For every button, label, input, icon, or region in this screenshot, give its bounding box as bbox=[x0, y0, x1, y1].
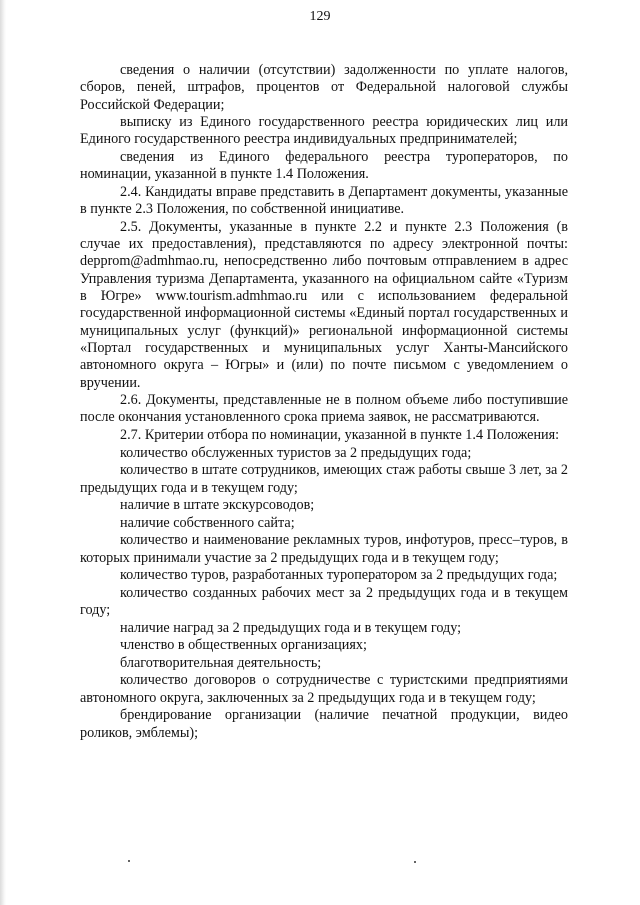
criteria-item: брендирование организации (наличие печатной продукции, видео роликов, эмблемы); bbox=[80, 707, 568, 741]
criteria-item: членство в общественных организациях; bbox=[120, 637, 367, 654]
criteria-item: благотворительная деятельность; bbox=[120, 654, 322, 671]
criteria-item: количество созданных рабочих мест за 2 предыдущих года и в текущем году; bbox=[80, 584, 568, 619]
scan-edge bbox=[0, 0, 6, 905]
paragraph: 2.7. Критерии отбора по номинации, указанной в пункте 1.4 Положения: bbox=[120, 427, 560, 444]
criteria-item: количество туров, разработанных туроператором за 2 предыдущих года; bbox=[120, 567, 558, 584]
document-body bbox=[80, 62, 568, 742]
criteria-item: количество в штате сотрудников, имеющих стаж работы свыше 3 лет, за 2 предыдущих года и в текущем году; bbox=[80, 462, 568, 496]
paragraph: 2.6. Документы, представленные не в полном объеме либо поступившие после окончания установленного срока приема заявок, не рассматриваются. bbox=[80, 392, 568, 426]
paragraph: сведения из Единого федерального реестра туроператоров, по номинации, указанной в пункте 1.4 Положения. bbox=[80, 149, 568, 183]
criteria-item: количество договоров о сотрудничестве с туристскими предприятиями автономного округа, заключенных за 2 предыдущих года и в текущем году; bbox=[80, 672, 568, 706]
criteria-item: наличие в штате экскурсоводов; bbox=[120, 497, 315, 514]
paragraph: 2.4. Кандидаты вправе представить в Департамент документы, указанные в пункте 2.3 Положения, по собственной инициативе. bbox=[80, 183, 568, 218]
criteria-item: наличие собственного сайта; bbox=[120, 514, 295, 531]
criteria-item: количество и наименование рекламных туров, инфотуров, пресс–туров, в которых принимали участие за 2 предыдущих года и в текущем году; bbox=[80, 532, 568, 566]
criteria-item: количество обслуженных туристов за 2 предыдущих года; bbox=[120, 444, 472, 461]
paragraph: выписку из Единого государственного реестра юридических лиц или Единого государственного реестра индивидуальных предпринимателей; bbox=[80, 114, 568, 148]
criteria-item: наличие наград за 2 предыдущих года и в текущем году; bbox=[120, 619, 462, 636]
scan-speck bbox=[128, 860, 130, 862]
paragraph: сведения о наличии (отсутствии) задолженности по уплате налогов, сборов, пеней, штрафов, процентов от Федеральной налоговой службы Российской Федерации; bbox=[80, 62, 568, 113]
page-number: 129 bbox=[309, 9, 331, 24]
paragraph: 2.5. Документы, указанные в пункте 2.2 и пункте 2.3 Положения (в случае их предоставления), представляются по адресу электронной почты: depprom@admhmao.ru, непосредственно либо почтовым отправлением в адрес Управления туризма Департамента, указанного на официальном сайте «Туризм в Югре» www.tourism.admhmao.ru или с использованием федеральной государственной информационной системы «Единый портал государственных и муниципальных услуг (функций)» региональной информационной системы «Портал государственных и муниципальных услуг Ханты-Мансийского автономного округа – Югры» и (или) по почте письмом с уведомлением о вручении. bbox=[80, 218, 568, 391]
scan-speck bbox=[414, 861, 416, 863]
